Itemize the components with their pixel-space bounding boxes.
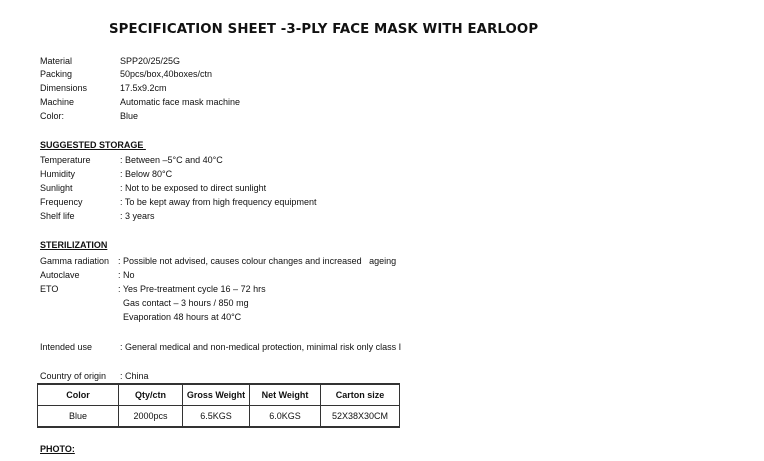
eto-detail: Evaporation 48 hours at 40°C xyxy=(118,312,242,322)
spec-value: 17.5x9.2cm xyxy=(120,83,167,93)
spec-value: Automatic face mask machine xyxy=(120,97,241,107)
table-header-row xyxy=(38,384,400,406)
storage-value: : 3 years xyxy=(120,211,155,221)
storage-label: Sunlight xyxy=(40,183,73,193)
column-header-qty: Qty/ctn xyxy=(119,384,183,406)
sterilization-label: Gamma radiation xyxy=(40,256,110,266)
storage-value: : To be kept away from high frequency equipment xyxy=(120,197,317,207)
intended-use-value: : General medical and non-medical protection, minimal risk only class I xyxy=(120,342,402,352)
document-title: SPECIFICATION SHEET -3-PLY FACE MASK WITH EARLOOP xyxy=(109,22,539,37)
intended-use-label: Intended use xyxy=(40,342,93,352)
sterilization-value: : Yes Pre-treatment cycle 16 – 72 hrs xyxy=(118,284,266,294)
storage-label: Shelf life xyxy=(40,211,75,221)
packaging-table xyxy=(37,383,400,428)
sterilization-value: : No xyxy=(118,270,135,280)
storage-value: : Not to be exposed to direct sunlight xyxy=(120,183,267,193)
column-header-gross-weight: Gross Weight xyxy=(183,384,250,406)
spec-value: 50pcs/box,40boxes/ctn xyxy=(120,69,213,79)
storage-label: Frequency xyxy=(40,197,83,207)
spec-label: Packing xyxy=(40,69,73,79)
sterilization-value: : Possible not advised, causes colour changes and increased ageing xyxy=(118,256,397,266)
storage-value: : Between –5°C and 40°C xyxy=(120,155,223,165)
column-header-net-weight: Net Weight xyxy=(250,384,321,406)
column-header-carton-size: Carton size xyxy=(321,384,400,406)
spec-label: Color: xyxy=(40,111,65,121)
eto-detail: Gas contact – 3 hours / 850 mg xyxy=(118,298,249,308)
sterilization-heading: STERILIZATION xyxy=(40,240,108,250)
sterilization-label: Autoclave xyxy=(40,270,80,280)
sterilization-label: ETO xyxy=(40,284,59,294)
spec-label: Machine xyxy=(40,97,75,107)
photo-heading: PHOTO: xyxy=(40,444,75,454)
spec-value: SPP20/25/25G xyxy=(120,56,181,66)
spec-value: Blue xyxy=(120,111,139,121)
spec-label: Material xyxy=(40,56,73,66)
cell-net-weight: 6.0KGS xyxy=(250,406,321,428)
country-label: Country of origin xyxy=(40,371,107,381)
storage-label: Humidity xyxy=(40,169,76,179)
table-row xyxy=(38,406,400,428)
storage-label: Temperature xyxy=(40,155,91,165)
cell-qty: 2000pcs xyxy=(119,406,183,428)
spec-label: Dimensions xyxy=(40,83,88,93)
country-value: : China xyxy=(120,371,149,381)
storage-value: : Below 80°C xyxy=(120,169,173,179)
cell-carton-size: 52X38X30CM xyxy=(321,406,400,428)
storage-heading: SUGGESTED STORAGE xyxy=(40,140,146,150)
cell-gross-weight: 6.5KGS xyxy=(183,406,250,428)
column-header-color: Color xyxy=(38,384,119,406)
cell-color: Blue xyxy=(38,406,119,428)
